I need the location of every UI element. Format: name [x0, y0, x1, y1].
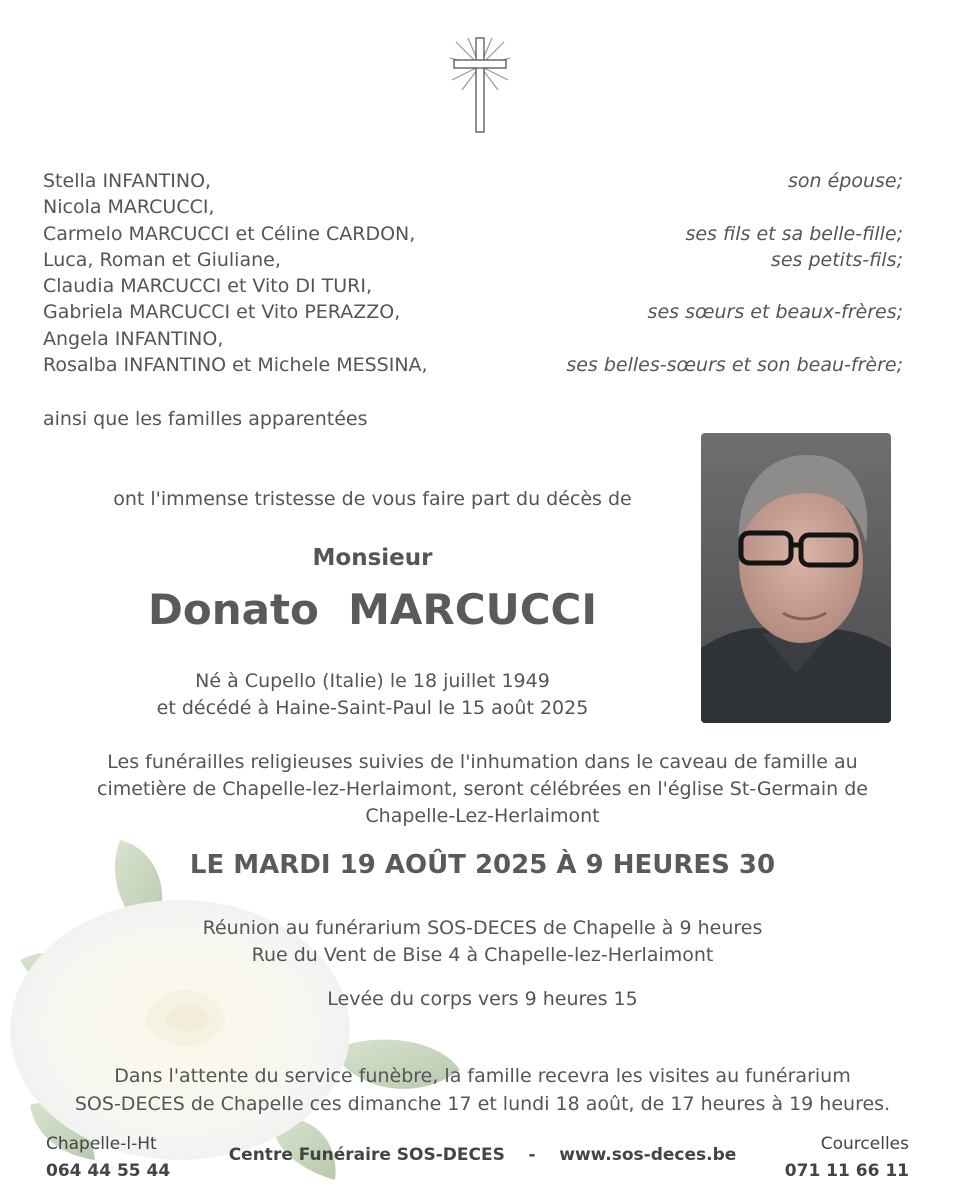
cross-icon: [448, 36, 512, 134]
family-name: Gabriela MARCUCCI et Vito PERAZZO,: [43, 301, 401, 324]
visits-line: Dans l'attente du service funèbre, la famille recevra les visites au funérarium: [114, 1065, 851, 1087]
family-name: Rosalba INFANTINO et Michele MESSINA,: [43, 354, 428, 377]
portrait-photo: [701, 433, 891, 723]
service-date-time: LE MARDI 19 AOÛT 2025 À 9 HEURES 30: [189, 850, 776, 880]
levee-line: Levée du corps vers 9 heures 15: [327, 988, 638, 1010]
announcement: ont l'immense tristesse de vous faire part du décès de: [113, 488, 632, 510]
footer-left-phone: 064 44 55 44: [46, 1161, 171, 1181]
meeting-line: Rue du Vent de Bise 4 à Chapelle-lez-Herlaimont: [251, 944, 714, 966]
family-row: [43, 273, 903, 299]
family-list: [43, 168, 903, 378]
meeting-details: [20, 915, 945, 969]
funeral-line: Les funérailles religieuses suivies de l'inhumation dans le caveau de famille au: [107, 751, 858, 773]
family-row: [43, 168, 903, 194]
funeral-line: cimetière de Chapelle-lez-Herlaimont, seront célébrées en l'église St-Germain de: [97, 778, 868, 800]
footer-right-city: Courcelles: [820, 1134, 909, 1154]
funeral-line: Chapelle-Lez-Herlaimont: [365, 805, 600, 827]
family-name: Claudia MARCUCCI et Vito DI TURI,: [43, 275, 373, 298]
family-row: [43, 352, 903, 378]
family-row: [43, 326, 903, 352]
footer-left-city: Chapelle-l-Ht: [46, 1134, 157, 1154]
family-name: Angela INFANTINO,: [43, 327, 224, 350]
birth-line: Né à Cupello (Italie) le 18 juillet 1949: [195, 670, 550, 692]
family-row: [43, 194, 903, 220]
funeral-details: [20, 749, 945, 830]
footer-center: Centre Funéraire SOS-DECES - www.sos-deces.be: [228, 1145, 737, 1165]
extended-family: ainsi que les familles apparentées: [43, 408, 368, 430]
death-line: et décédé à Haine-Saint-Paul le 15 août 2025: [156, 697, 589, 719]
family-relation: ses fils et sa belle-fille;: [685, 222, 903, 245]
family-relation: ses petits-fils;: [770, 248, 903, 271]
family-name: Stella INFANTINO,: [43, 170, 212, 192]
visits-details: [10, 1062, 955, 1118]
visits-line: SOS-DECES de Chapelle ces dimanche 17 et lundi 18 août, de 17 heures à 19 heures.: [74, 1093, 891, 1115]
family-name: Carmelo MARCUCCI et Céline CARDON,: [43, 222, 416, 245]
family-row: [43, 221, 903, 247]
deceased-name: Donato MARCUCCI: [148, 585, 597, 634]
family-name: Nicola MARCUCCI,: [43, 196, 215, 219]
family-relation: ses belles-sœurs et son beau-frère;: [566, 354, 903, 377]
family-row: [43, 299, 903, 325]
family-row: [43, 247, 903, 273]
family-relation: son épouse;: [787, 170, 903, 192]
footer-right-phone: 071 11 66 11: [784, 1161, 909, 1181]
family-relation: ses sœurs et beaux-frères;: [647, 301, 903, 324]
meeting-line: Réunion au funérarium SOS-DECES de Chapelle à 9 heures: [202, 917, 763, 939]
family-name: Luca, Roman et Giuliane,: [43, 248, 281, 271]
honorific: Monsieur: [312, 545, 433, 571]
